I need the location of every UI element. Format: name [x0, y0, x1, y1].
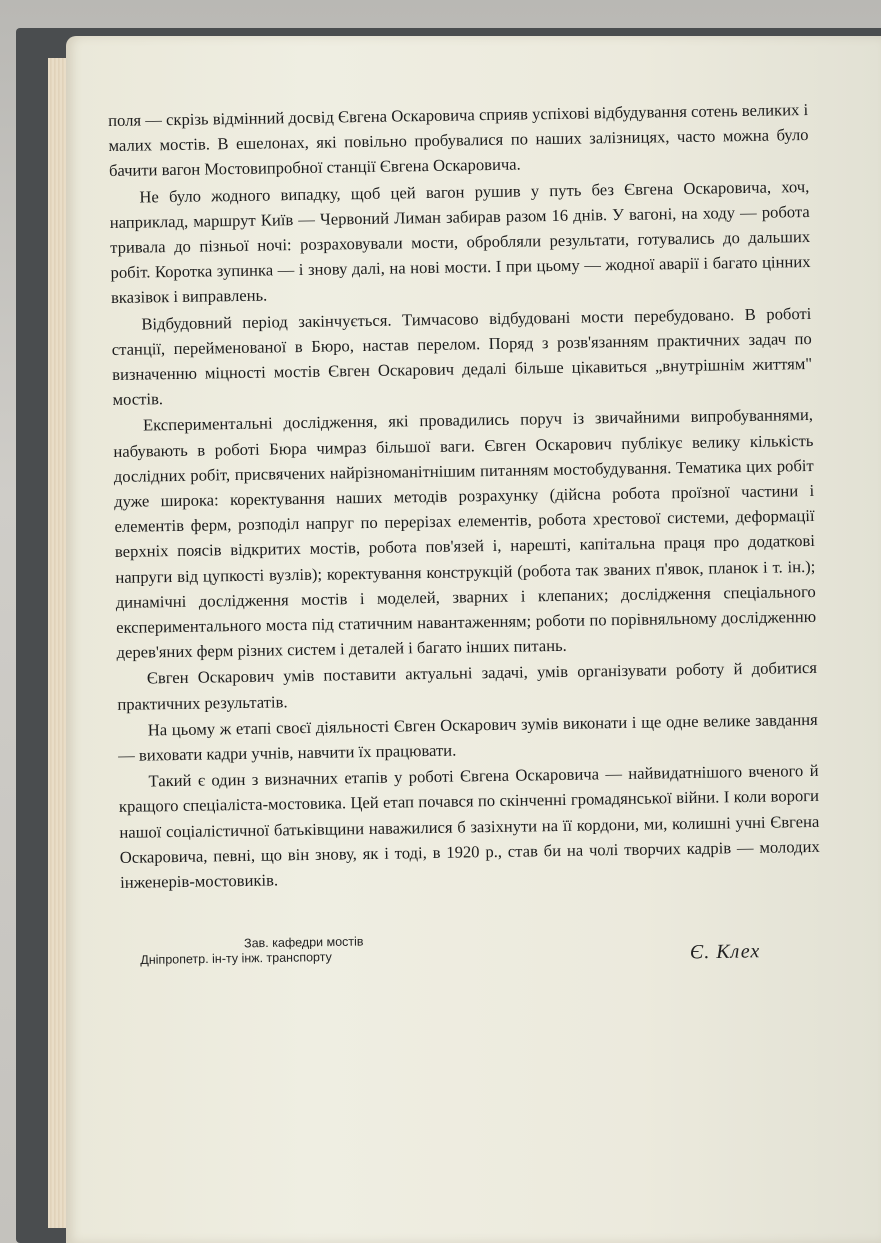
article-body	[108, 97, 820, 896]
author-position: Зав. кафедри мостів	[243, 934, 364, 951]
paragraph-4: Експериментальні дослідження, які провадились поруч із звичайними випробуваннями, набувають в роботі Бюра чимраз більшої ваги. Євген Оскарович публікує велику кількість дослідних робіт, присвячених найрізноманітнішим питанням мостобудування. Тематика цих робіт дуже широка: коректування наших методів розрахунку (дійсна робота проїзної частини і елементів ферм, розподіл напруг по перерізах елементів, робота хрестової системи, деформації верхніх поясів відкритих мостів, робота пов'язей і, нарешті, капітальна праця про додаткові напруги від цупкості вузлів); коректування конструкцій (робота так званих п'явок, планок і т. ін.); динамічні дослідження мостів і моделей, зварних і клепаних; дослідження спеціального експериментального моста під статичним навантаженням; роботи по порівняльному дослідженню дерев'яних ферм різних систем і деталей і багато інших питань.	[113, 405, 817, 663]
paragraph-2: Не було жодного випадку, щоб цей вагон рушив у путь без Євгена Оскаровича, хоч, наприклад, маршрут Київ — Червоний Лиман забирав разом 16 днів. У вагоні, на ходу — робота тривала до пізньої ночі: розраховували мости, обробляли результати, готувались до дальших робіт. Коротка зупинка — і знову далі, на нові мости. І при цьому — жодної аварії і багато цінних вказівок і виправлень.	[109, 176, 811, 308]
paragraph-6: На цьому ж етапі своєї діяльності Євген Оскарович зумів виконати і ще одне велике завдання — виховати кадри учнів, навчити їх працювати.	[118, 709, 818, 765]
author-signature: Є. Клех	[689, 940, 761, 964]
paragraph-3: Відбудовний період закінчується. Тимчасово відбудовані мости перебудовано. В роботі станції, перейменованої в Бюро, настав перелом. Поряд з розв'язанням практичних задач по визначенню міцності мостів Євген Оскарович дедалі більше цікавиться „внутрішнім життям" мостів.	[111, 303, 813, 410]
paragraph-1: поля — скрізь відмінний досвід Євгена Оскаровича сприяв успіхові відбудування сотень великих і малих мостів. В ешелонах, які повільно пробувалися по наших залізницях, часто можна було бачити вагон Мостовипробної станції Євгена Оскаровича.	[108, 100, 809, 181]
paragraph-5: Євген Оскарович умів поставити актуальні задачі, умів організувати роботу й добитися практичних результатів.	[117, 658, 818, 714]
paragraph-7: Такий є один з визначних етапів у роботі Євгена Оскаровича — найвидатнішого вченого й кращого спеціаліста-мостовика. Цей етап почався по скінченні громадянської війни. І коли вороги нашої соціалістичної батьківщини наважилися б зазіхнути на її кордони, ми, колишні учні Євгена Оскаровича, певні, що він знову, як і тоді, в 1920 р., став би на чолі творчих кадрів — молодих інженерів-мостовиків.	[118, 761, 820, 892]
author-institution: Дніпропетр. ін-ту інж. транспорту	[140, 949, 332, 967]
signature-block	[140, 928, 781, 988]
